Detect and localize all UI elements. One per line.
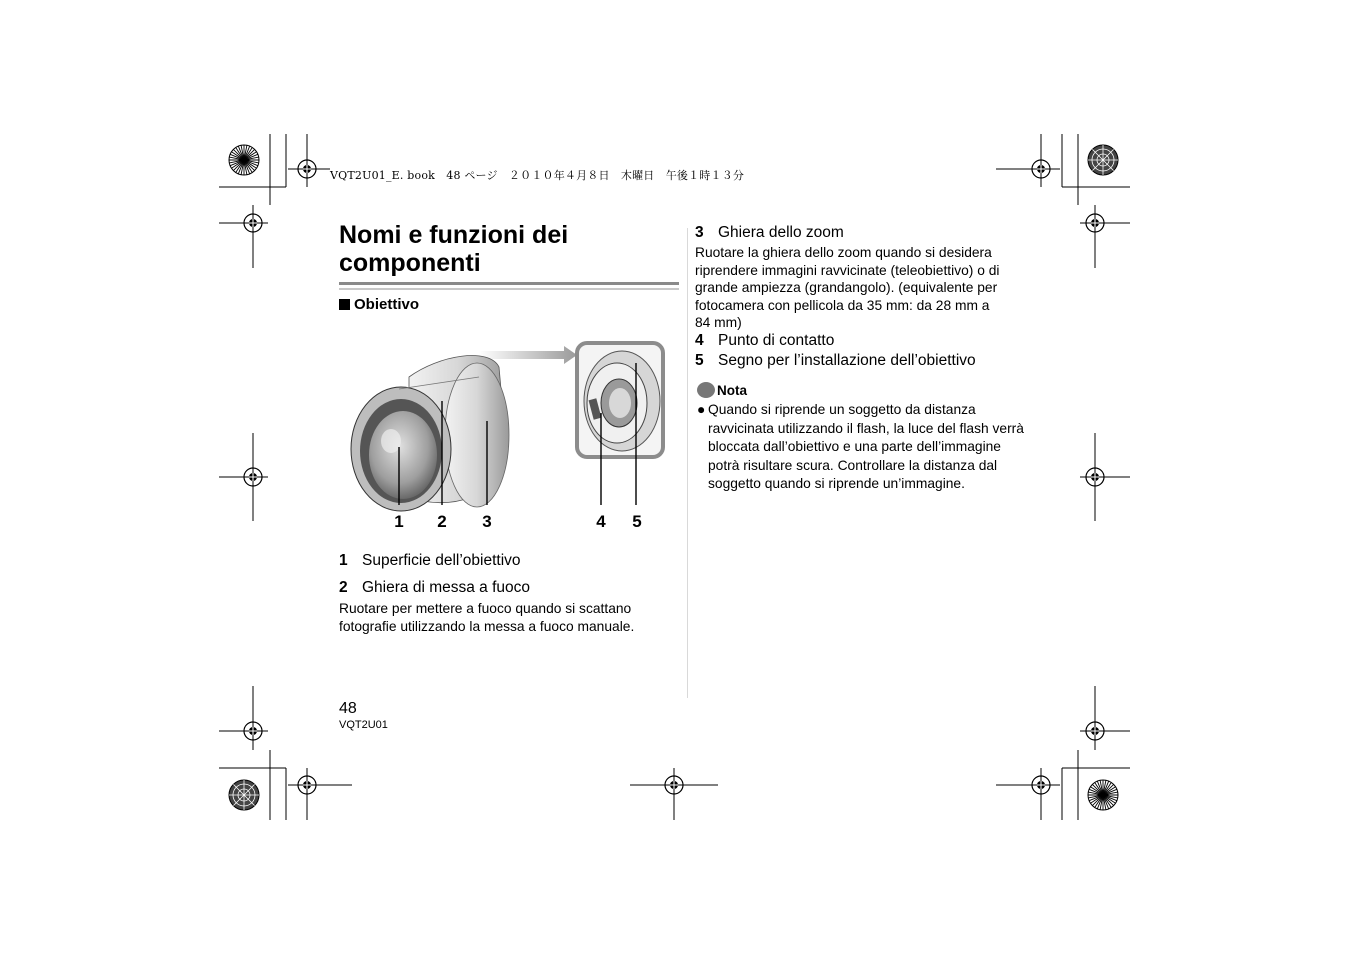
item-3-description: Ruotare la ghiera dello zoom quando si desidera riprendere immagini ravvicinate (teleobiettivo) o di grande ampiezza (grandangolo). (equivalente per fotocamera con pellicola da 35 mm: da 28 mm a 84 mm): [695, 245, 1000, 330]
column-divider: [687, 228, 688, 698]
title-underline-light: [339, 288, 679, 290]
list-item-2: 2 Ghiera di messa a fuoco: [339, 579, 531, 596]
print-file-info: VQT2U01_E. book 48 ページ ２０１０年４月８日 木曜日 午後１時１３分: [330, 169, 745, 182]
title-line-1: Nomi e funzioni dei: [339, 221, 569, 249]
title-underline: [339, 282, 679, 285]
callout-4: 4: [596, 512, 606, 531]
list-item-5: 5 Segno per l’installazione dell’obiettivo: [695, 352, 976, 369]
callout-5: 5: [632, 512, 642, 531]
list-item-1: 1 Superficie dell’obiettivo: [339, 552, 521, 569]
bullet-icon: ●: [697, 402, 706, 417]
callout-2: 2: [437, 512, 447, 531]
list-item-4: 4 Punto di contatto: [695, 332, 835, 349]
title-line-2: componenti: [339, 249, 481, 277]
lens-illustration: [339, 337, 679, 537]
section-heading: [339, 296, 419, 313]
page-number: 48: [339, 700, 357, 717]
note-icon: [697, 382, 715, 398]
square-bullet-icon: [339, 299, 350, 310]
item-2-description: Ruotare per mettere a fuoco quando si scattano fotografie utilizzando la messa a fuoco manuale.: [339, 601, 635, 634]
page-title: [339, 221, 684, 277]
section-heading-text: Obiettivo: [354, 296, 420, 313]
callout-1: 1: [394, 512, 404, 531]
list-item-3: 3 Ghiera dello zoom: [695, 224, 844, 241]
note-heading: Nota: [697, 382, 747, 398]
note-text: ● Quando si riprende un soggetto da distanza ravvicinata utilizzando il flash, la luce del flash verrà bloccata dall’obiettivo e una parte dell’immagine potrà risultare scura. Controllare la distanza dal soggetto quando si riprende un’immagine.: [697, 402, 1024, 491]
document-code: VQT2U01: [339, 719, 388, 731]
callout-3: 3: [482, 512, 492, 531]
